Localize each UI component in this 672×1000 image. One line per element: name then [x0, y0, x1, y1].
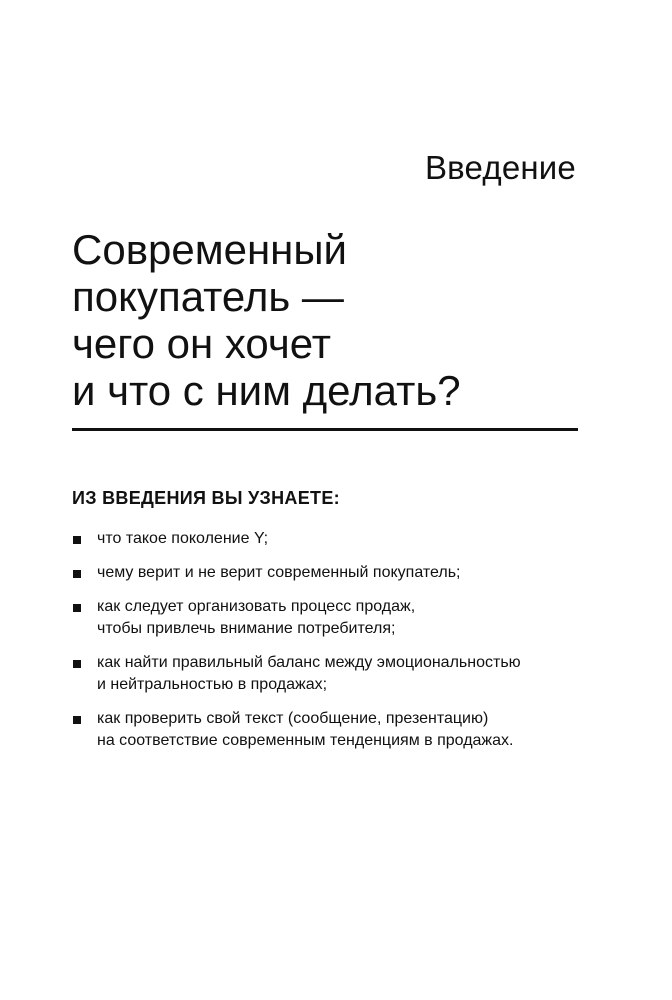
title-divider — [72, 428, 578, 431]
list-item-text: как проверить свой текст (сообщение, презентацию) — [97, 710, 489, 727]
list-item — [72, 708, 592, 752]
list-item — [72, 562, 592, 584]
chapter-title-line: покупатель — — [72, 273, 344, 320]
chapter-title-line: и что с ним делать? — [72, 367, 461, 414]
square-bullet-icon — [73, 536, 81, 544]
square-bullet-icon — [73, 716, 81, 724]
list-item-text: и нейтральностью в продажах; — [97, 676, 328, 693]
list-item-text: что такое поколение Y; — [97, 530, 269, 547]
list-item — [72, 652, 592, 696]
list-item — [72, 528, 592, 550]
list-item-text: чему верит и не верит современный покупатель; — [97, 564, 461, 581]
list-item-text: как найти правильный баланс между эмоциональностью — [97, 654, 521, 671]
chapter-title — [72, 226, 592, 414]
square-bullet-icon — [73, 604, 81, 612]
learn-heading: ИЗ ВВЕДЕНИЯ ВЫ УЗНАЕТЕ: — [72, 488, 340, 508]
chapter-title-line: Современный — [72, 226, 347, 273]
learn-list — [72, 528, 592, 764]
section-label: Введение — [424, 149, 576, 186]
list-item — [72, 596, 592, 640]
list-item-text: чтобы привлечь внимание потребителя; — [97, 620, 396, 637]
chapter-title-line: чего он хочет — [72, 320, 331, 367]
square-bullet-icon — [73, 660, 81, 668]
list-item-text: на соответствие современным тенденциям в продажах. — [97, 732, 514, 749]
square-bullet-icon — [73, 570, 81, 578]
list-item-text: как следует организовать процесс продаж, — [97, 598, 416, 615]
